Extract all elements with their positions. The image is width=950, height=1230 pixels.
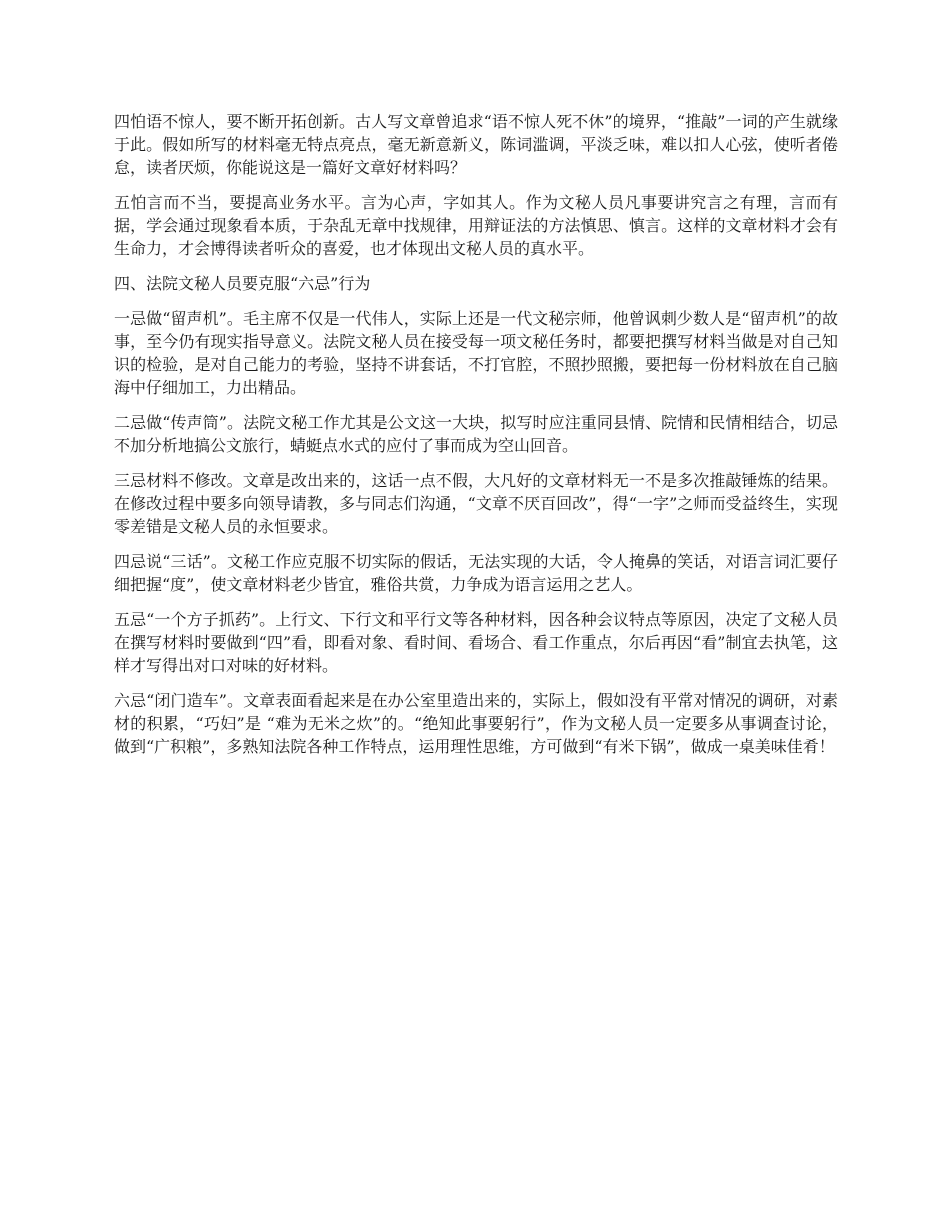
section-heading-six-taboos: 四、法院文秘人员要克服“六忌”行为 xyxy=(114,274,371,293)
paragraph-taboo-three: 三忌材料不修改。文章是改出来的，这话一点不假，大凡好的文章材料无一不是多次推敲锤炼的结果。在修改过程中要多向领导请教，多与同志们沟通，“文章不厌百回改”，得“一字”之师而受益终生，实现零差错是文秘人员的永恒要求。 xyxy=(114,471,838,536)
paragraph-taboo-six: 六忌“闭门造车”。文章表面看起来是在办公室里造出来的，实际上，假如没有平常对情况的调研，对素材的积累，“巧妇”是 “难为无米之炊”的。“绝知此事要躬行”，作为文秘人员一定要多从事调查讨论，做到“广积粮”，多熟知法院各种工作特点，运用理性思维，方可做到“有米下锅”，做成一桌美味佳肴！ xyxy=(114,691,838,756)
paragraph-fourth-fear: 四怕语不惊人，要不断开拓创新。古人写文章曾追求“语不惊人死不休”的境界，“推敲”一词的产生就缘于此。假如所写的材料毫无特点亮点，毫无新意新义，陈词滥调，平淡乏味，难以扣人心弦，使听者倦怠，读者厌烦，你能说这是一篇好文章好材料吗？ xyxy=(114,112,838,177)
paragraph-taboo-four: 四忌说“三话”。文秘工作应克服不切实际的假话，无法实现的大话，令人掩鼻的笑话，对语言词汇要仔细把握“度”，使文章材料老少皆宜，雅俗共赏，力争成为语言运用之艺人。 xyxy=(114,552,838,594)
paragraph-fifth-fear: 五怕言而不当，要提高业务水平。言为心声，字如其人。作为文秘人员凡事要讲究言之有理，言而有据，学会通过现象看本质，于杂乱无章中找规律，用辩证法的方法慎思、慎言。这样的文章材料才会有生命力，才会博得读者听众的喜爱，也才体现出文秘人员的真水平。 xyxy=(114,193,838,258)
paragraph-taboo-one: 一忌做“留声机”。毛主席不仅是一代伟人，实际上还是一代文秘宗师，他曾讽刺少数人是“留声机”的故事，至今仍有现实指导意义。法院文秘人员在接受每一项文秘任务时，都要把撰写材料当做是对自己知识的检验，是对自己能力的考验，坚持不讲套话，不打官腔，不照抄照搬，要把每一份材料放在自己脑海中仔细加工，力出精品。 xyxy=(114,309,838,397)
paragraph-taboo-five: 五忌“一个方子抓药”。上行文、下行文和平行文等各种材料，因各种会议特点等原因，决定了文秘人员在撰写材料时要做到“四”看，即看对象、看时间、看场合、看工作重点，尔后再因“看”制宜去执笔，这样才写得出对口对味的好材料。 xyxy=(114,610,838,675)
document-body xyxy=(114,110,838,770)
paragraph-taboo-two: 二忌做“传声筒”。法院文秘工作尤其是公文这一大块，拟写时应注重同县情、院情和民情相结合，切忌不加分析地搞公文旅行，蜻蜓点水式的应付了事而成为空山回音。 xyxy=(114,413,838,455)
